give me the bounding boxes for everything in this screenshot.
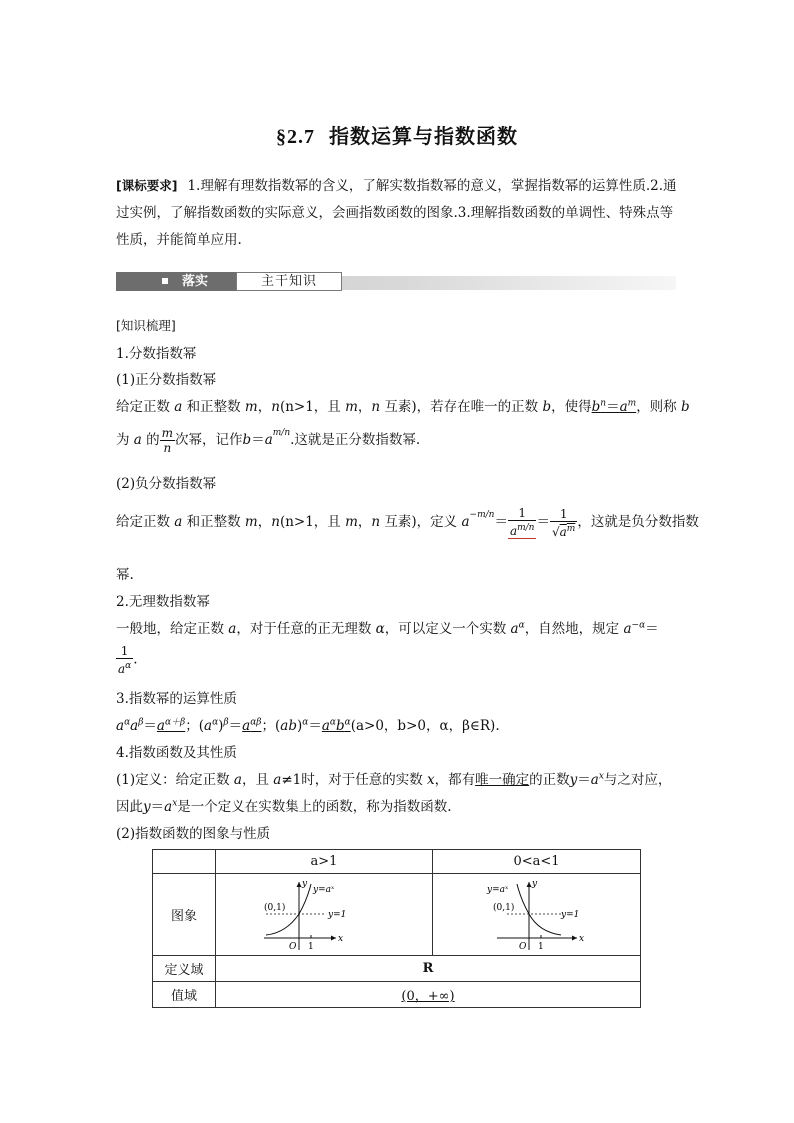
table-header-a-lt-1: 0<a<1	[433, 850, 641, 874]
definition-line-2: 因此$y=a^x$是一个定义在实数集上的函数，称为指数函数.	[116, 798, 452, 815]
page-title	[0, 120, 794, 149]
table-row-domain	[153, 956, 641, 982]
knowledge-heading: [知识梳理]	[116, 318, 176, 333]
svg-text:1: 1	[537, 941, 544, 952]
row-label-domain: 定义域	[153, 956, 216, 982]
svg-text:O: O	[289, 941, 297, 952]
title-text: 指数运算与指数函数	[329, 124, 518, 148]
graph-increasing	[264, 878, 384, 952]
subsection-1-2: (2)负分数指数幂	[116, 476, 217, 492]
subsection-1-1: (1)正分数指数幂	[116, 372, 217, 388]
graph-cell-a-lt-1	[433, 874, 641, 956]
subsection-2: 2.无理数指数幂	[116, 594, 210, 610]
svg-text:1: 1	[308, 941, 314, 952]
row-label-range: 值域	[153, 982, 216, 1008]
subsection-1: 1.分数指数幂	[116, 346, 197, 362]
svg-text:y=1: y=1	[328, 909, 347, 920]
negative-fraction-line-2: 幂.	[116, 567, 134, 583]
svg-text:y: y	[302, 878, 308, 889]
subsection-3: 3.指数幂的运算性质	[116, 691, 237, 707]
irrational-exponent-line-1: 一般地，给定正数 a，对于任意的正无理数 α，可以定义一个实数 $a^\alpha$，自然地，规定 $a^{-\alpha}=$	[116, 620, 659, 637]
definition-line-1: (1)定义：给定正数 a，且 a≠1时，对于任意的实数 x，都有唯一确定的正数$y=a^x$与之对应，	[116, 771, 672, 788]
positive-fraction-line-2: 为 a 的 $\frac{m}{n}$ 次幂，记作$b=a^{m/n}$.这就是正分数指数幂.	[116, 426, 421, 455]
svg-text:y=aˣ: y=aˣ	[486, 884, 508, 895]
negative-fraction-line-1: 给定正数 a 和正整数 m，n(n>1，且 m，n 互素)，定义 $a^{-m/n}=$ $\frac{1}{a^{m/n}}$ ＝ $\frac{1}{√a^m}$ ，这就是负分数指数	[116, 506, 699, 539]
graph-cell-a-gt-1	[216, 874, 433, 956]
subsection-4: 4.指数函数及其性质	[116, 745, 237, 761]
operation-rules: $a^\alpha a^\beta=a^{\alpha+\beta}$；$(a^\alpha)^\beta=a^{\alpha\beta}$；$(ab)^\alpha=a^\alpha b^\alpha(a>0$，b>0，α，β∈R).	[116, 717, 500, 734]
table-header-row	[153, 850, 641, 874]
svg-text:y: y	[531, 878, 537, 889]
requirements-text: 1.理解有理数指数幂的含义，了解实数指数幂的意义，掌握指数幂的运算性质.2.通过实例，了解指数函数的实际意义，会画指数函数的图象.3.理解指数函数的单调性、特殊点等性质，并能简单应用.	[116, 178, 677, 248]
formula-b-n-equals-a-m: $b^n=a^m$	[591, 398, 637, 415]
requirements-paragraph	[116, 172, 678, 254]
positive-fraction-line-1: 给定正数 a 和正整数 m，n(n>1，且 m，n 互素)，若存在唯一的正数 b，使得$b^n=a^m$，则称 b	[116, 398, 690, 415]
irrational-exponent-line-2: $\frac{1}{a^\alpha}$ .	[118, 644, 138, 676]
properties-table	[152, 849, 641, 1008]
table-row-graph	[153, 874, 641, 956]
table-row-range	[153, 982, 641, 1008]
table-header-empty	[153, 850, 216, 874]
section-banner	[116, 272, 676, 292]
section-number: §2.7	[276, 126, 315, 148]
graph-decreasing	[477, 878, 597, 952]
svg-text:(0,1): (0,1)	[492, 902, 514, 913]
domain-value: R	[216, 956, 641, 982]
banner-light-label: 主干知识	[236, 272, 342, 291]
svg-text:x: x	[578, 933, 584, 944]
svg-text:(0,1): (0,1)	[264, 902, 286, 913]
range-value: (0，+∞)	[216, 982, 641, 1008]
svg-text:y=1: y=1	[560, 909, 579, 920]
requirements-tag: [课标要求]	[116, 178, 178, 193]
svg-text:O: O	[518, 941, 526, 952]
banner-dark-label: 落实	[116, 272, 236, 291]
table-header-a-gt-1: a>1	[216, 850, 433, 874]
subsection-4-2: (2)指数函数的图象与性质	[116, 826, 271, 842]
svg-text:y=aˣ: y=aˣ	[313, 884, 335, 895]
bullet-icon	[162, 278, 168, 284]
row-label-graph: 图象	[153, 874, 216, 956]
svg-text:x: x	[338, 933, 344, 944]
